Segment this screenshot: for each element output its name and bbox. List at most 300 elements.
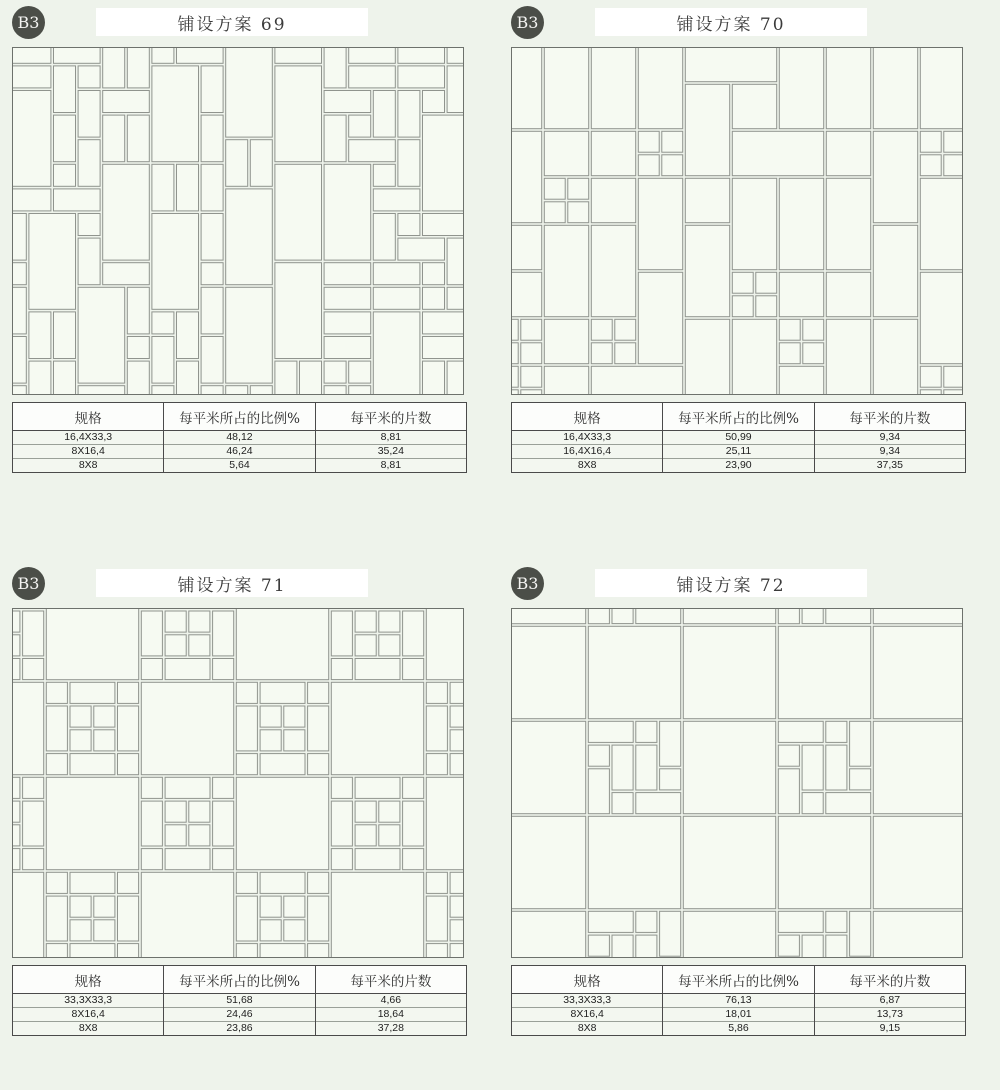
tile (379, 801, 400, 822)
tile (588, 816, 680, 908)
tile (685, 319, 729, 394)
tile (398, 214, 420, 236)
tile (189, 825, 210, 846)
panel-title: 铺设方案 70 (676, 14, 786, 35)
tile (683, 609, 775, 624)
spec-col-header: 每平米的片数 (315, 966, 466, 994)
tile (78, 386, 125, 394)
tile (512, 225, 542, 269)
tile (512, 366, 518, 387)
tile (920, 178, 962, 269)
bottom-row (0, 561, 1000, 1036)
tile (260, 706, 281, 727)
tile (826, 745, 847, 790)
spec-table-69 (12, 402, 467, 473)
tile (450, 896, 463, 917)
spec-cell: 8X16,4 (512, 1008, 663, 1022)
tile (284, 920, 305, 941)
tile (779, 272, 823, 316)
tile (778, 816, 870, 908)
top-row (0, 0, 1000, 473)
tile (13, 287, 26, 334)
tile (29, 214, 76, 310)
tile (826, 272, 870, 316)
tile (324, 312, 371, 334)
tile (46, 754, 67, 775)
panel-header (12, 567, 500, 601)
tile (732, 319, 776, 394)
tile (275, 48, 322, 63)
tile (588, 911, 633, 932)
spec-col-header: 规格 (13, 966, 164, 994)
tile (70, 682, 115, 703)
tile (612, 935, 633, 957)
tile (213, 777, 234, 798)
tile (373, 287, 420, 309)
tile (426, 872, 447, 893)
spec-cell: 9,15 (814, 1022, 965, 1036)
tile (236, 896, 257, 941)
tile (778, 935, 799, 956)
table-row (512, 431, 966, 445)
tile (308, 754, 329, 775)
tile-pattern-box (12, 608, 464, 958)
tile (236, 609, 328, 680)
tile (544, 48, 588, 129)
tile (873, 911, 962, 957)
tile (944, 366, 962, 387)
tile (331, 777, 352, 798)
tile (544, 319, 588, 363)
tile (13, 849, 20, 870)
tile (423, 263, 445, 285)
title-band (595, 8, 867, 36)
tile (920, 155, 941, 176)
tile (636, 721, 657, 742)
tile (612, 609, 633, 624)
tile (588, 935, 609, 956)
tile (778, 721, 823, 742)
spec-cell: 51,68 (164, 994, 315, 1008)
tile (331, 849, 352, 870)
tile (118, 682, 139, 703)
spec-cell: 8,81 (315, 431, 466, 445)
tile (826, 319, 870, 394)
tile (213, 801, 234, 846)
tile-pattern-box (511, 608, 963, 958)
tile (778, 745, 799, 766)
tile (873, 626, 962, 718)
spec-cell: 50,99 (663, 431, 814, 445)
spec-col-header: 每平米所占的比例% (164, 403, 315, 431)
spec-cell: 33,3X33,3 (13, 994, 164, 1008)
tile (201, 214, 223, 261)
tile (94, 706, 115, 727)
tile-pattern-diagram-72 (512, 609, 962, 957)
spec-cell: 9,34 (814, 431, 965, 445)
tile (379, 611, 400, 632)
spec-col-header: 规格 (13, 403, 164, 431)
tile (260, 682, 305, 703)
tile (544, 131, 588, 175)
spec-cell: 8X16,4 (13, 445, 164, 459)
tile (250, 140, 272, 187)
panel-header (12, 6, 500, 40)
tile (873, 48, 917, 129)
tile (636, 745, 657, 790)
tile (638, 272, 682, 363)
tile (308, 872, 329, 893)
tile (13, 66, 51, 88)
tile (588, 721, 633, 742)
tile (308, 706, 329, 751)
tile (201, 337, 223, 384)
tile (778, 626, 870, 718)
spec-cell: 13,73 (814, 1008, 965, 1022)
tile (426, 706, 447, 751)
spec-cell: 8X16,4 (13, 1008, 164, 1022)
tile (152, 214, 199, 310)
tile (512, 319, 518, 340)
panel-plan-71 (0, 561, 500, 1036)
tile (29, 312, 51, 359)
panel-title: 铺设方案 71 (177, 575, 287, 596)
table-row (13, 445, 467, 459)
tile (568, 178, 589, 199)
tile (189, 801, 210, 822)
tile (13, 214, 26, 261)
tile (324, 287, 371, 309)
tile (373, 263, 420, 285)
tile (732, 272, 753, 293)
tile (201, 164, 223, 211)
tile (423, 312, 464, 334)
tile-pattern-diagram-69 (13, 48, 463, 394)
tile (638, 131, 659, 152)
tile (403, 849, 424, 870)
tile (78, 214, 100, 236)
tile (349, 66, 396, 88)
tile (920, 48, 962, 129)
table-row (512, 1022, 966, 1036)
tile (165, 635, 186, 656)
panel-plan-69 (0, 0, 500, 473)
tile (447, 66, 463, 113)
tile (250, 386, 272, 394)
spec-cell: 76,13 (663, 994, 814, 1008)
tile (141, 777, 162, 798)
tile (103, 164, 150, 260)
tile (46, 682, 67, 703)
table-row (512, 994, 966, 1008)
tile (78, 66, 100, 88)
tile (615, 319, 636, 340)
tile (512, 911, 586, 957)
tile (873, 131, 917, 222)
tile (13, 825, 20, 846)
tile (588, 609, 609, 624)
tile (165, 825, 186, 846)
spec-cell: 24,46 (164, 1008, 315, 1022)
tile (450, 920, 463, 941)
tile (426, 609, 463, 680)
tile (331, 659, 352, 680)
tile (226, 386, 248, 394)
tile (189, 611, 210, 632)
spec-cell: 8X8 (512, 459, 663, 473)
tile (683, 816, 775, 908)
tile (70, 896, 91, 917)
tile (373, 164, 395, 186)
tile (373, 189, 420, 211)
tile (118, 944, 139, 957)
tile (23, 611, 44, 656)
tile (324, 263, 371, 285)
tile (152, 312, 174, 334)
tile (826, 178, 870, 269)
tile (236, 872, 257, 893)
tile (512, 131, 542, 222)
tile (13, 91, 51, 187)
spec-col-header: 每平米所占的比例% (663, 966, 814, 994)
tile (213, 659, 234, 680)
tile (920, 131, 941, 152)
tile (398, 238, 445, 260)
tile (213, 611, 234, 656)
tile (683, 626, 775, 718)
tile (944, 390, 962, 394)
tile (236, 754, 257, 775)
tile (349, 115, 371, 137)
tile (512, 626, 586, 718)
spec-cell: 33,3X33,3 (512, 994, 663, 1008)
tile (201, 115, 223, 162)
tile (779, 48, 823, 129)
panel-title: 铺设方案 72 (676, 575, 786, 596)
tile (201, 386, 223, 394)
tile (778, 609, 799, 624)
panel-header (511, 567, 1000, 601)
tile (638, 155, 659, 176)
panel-header (511, 6, 1000, 40)
tile (591, 178, 635, 222)
tile (398, 66, 445, 88)
tile (588, 626, 680, 718)
tile (850, 769, 871, 790)
spec-table-70 (511, 402, 966, 473)
tile (591, 131, 635, 175)
tile (201, 263, 223, 285)
tile (165, 801, 186, 822)
b3-badge: B3 (511, 6, 544, 39)
tile (260, 754, 305, 775)
tile (127, 115, 149, 162)
tile (23, 777, 44, 798)
spec-cell: 25,11 (663, 445, 814, 459)
tile (70, 754, 115, 775)
tile (802, 609, 823, 624)
tile (447, 361, 463, 394)
panel-plan-70 (500, 0, 1000, 473)
table-header-row (512, 966, 966, 994)
tile (300, 361, 322, 394)
tile (94, 730, 115, 751)
tile (685, 84, 729, 175)
tile (588, 745, 609, 766)
tile (850, 911, 871, 956)
spec-col-header: 每平米的片数 (315, 403, 466, 431)
table-row (512, 1008, 966, 1022)
tile (275, 263, 322, 359)
tile (226, 140, 248, 187)
tile (54, 48, 101, 63)
tile (284, 706, 305, 727)
tile (13, 611, 20, 632)
tile (685, 48, 776, 82)
spec-col-header: 规格 (512, 966, 663, 994)
tile (260, 872, 305, 893)
tile (13, 777, 20, 798)
tile (103, 91, 150, 113)
tile (732, 131, 823, 175)
spec-cell: 8X8 (13, 459, 164, 473)
tile (46, 777, 138, 869)
spec-col-header: 每平米所占的比例% (663, 403, 814, 431)
tile (13, 635, 20, 656)
table-row (13, 1022, 467, 1036)
spec-cell: 46,24 (164, 445, 315, 459)
tile (779, 178, 823, 269)
tile (349, 140, 396, 162)
panel-plan-72 (500, 561, 1000, 1036)
tile (54, 312, 76, 359)
spec-cell: 18,01 (663, 1008, 814, 1022)
table-row (13, 459, 467, 473)
tile (636, 609, 681, 624)
tile (591, 48, 635, 129)
tile (46, 896, 67, 941)
spec-cell: 16,4X33,3 (512, 431, 663, 445)
tile (450, 872, 463, 893)
tile (826, 793, 871, 814)
tile (756, 272, 777, 293)
tile (683, 721, 775, 813)
tile (165, 611, 186, 632)
tile (103, 48, 125, 88)
tile (512, 721, 586, 813)
tile (423, 91, 445, 113)
b3-badge: B3 (12, 6, 45, 39)
tile (141, 801, 162, 846)
tile (13, 801, 20, 822)
table-row (512, 459, 966, 473)
tile (275, 361, 297, 394)
tile (236, 777, 328, 869)
tile (612, 745, 633, 790)
tile (46, 706, 67, 751)
tile (324, 386, 346, 394)
tile (201, 66, 223, 113)
tile (70, 920, 91, 941)
tile (636, 935, 657, 957)
section-gap (0, 473, 1000, 561)
tile (355, 777, 400, 798)
tile (103, 115, 125, 162)
tile (23, 849, 44, 870)
tile (403, 611, 424, 656)
spec-cell: 18,64 (315, 1008, 466, 1022)
tile (152, 48, 174, 63)
tile (779, 319, 800, 340)
tile-pattern-box (12, 47, 464, 395)
tile (591, 225, 635, 316)
tile (13, 386, 26, 394)
spec-col-header: 每平米的片数 (814, 966, 965, 994)
tile (141, 682, 233, 774)
spec-cell: 23,86 (164, 1022, 315, 1036)
tile (920, 366, 941, 387)
tile (778, 911, 823, 932)
tile (450, 730, 463, 751)
tile (324, 48, 346, 88)
tile (873, 319, 917, 394)
tile (638, 178, 682, 269)
tile (308, 944, 329, 957)
tile (355, 611, 376, 632)
spec-cell: 4,66 (315, 994, 466, 1008)
tile (826, 721, 847, 742)
tile (426, 682, 447, 703)
spec-cell: 16,4X16,4 (512, 445, 663, 459)
tile (826, 911, 847, 932)
tile (70, 872, 115, 893)
table-header-row (13, 403, 467, 431)
table-row (13, 431, 467, 445)
tile (23, 659, 44, 680)
tile (13, 682, 44, 774)
tile (29, 361, 51, 394)
tile (78, 140, 100, 187)
tile (152, 386, 174, 394)
tile (324, 115, 346, 162)
b3-badge: B3 (12, 567, 45, 600)
tile (226, 48, 273, 137)
tile (850, 721, 871, 766)
spec-cell: 37,35 (814, 459, 965, 473)
tile (803, 319, 824, 340)
tile (591, 319, 612, 340)
tile (660, 769, 681, 790)
tile (236, 682, 257, 703)
tile (660, 721, 681, 766)
tile (398, 140, 420, 187)
tile (308, 896, 329, 941)
tile (54, 361, 76, 394)
tile (127, 287, 149, 334)
tile (802, 745, 823, 790)
tile (127, 361, 149, 394)
tile (920, 390, 941, 394)
spec-cell: 9,34 (814, 445, 965, 459)
tile (118, 706, 139, 751)
tile (544, 225, 588, 316)
tile (177, 312, 199, 359)
tile (13, 263, 26, 285)
tile (118, 896, 139, 941)
tile (447, 238, 463, 285)
tile (46, 944, 67, 957)
tile (13, 872, 44, 957)
